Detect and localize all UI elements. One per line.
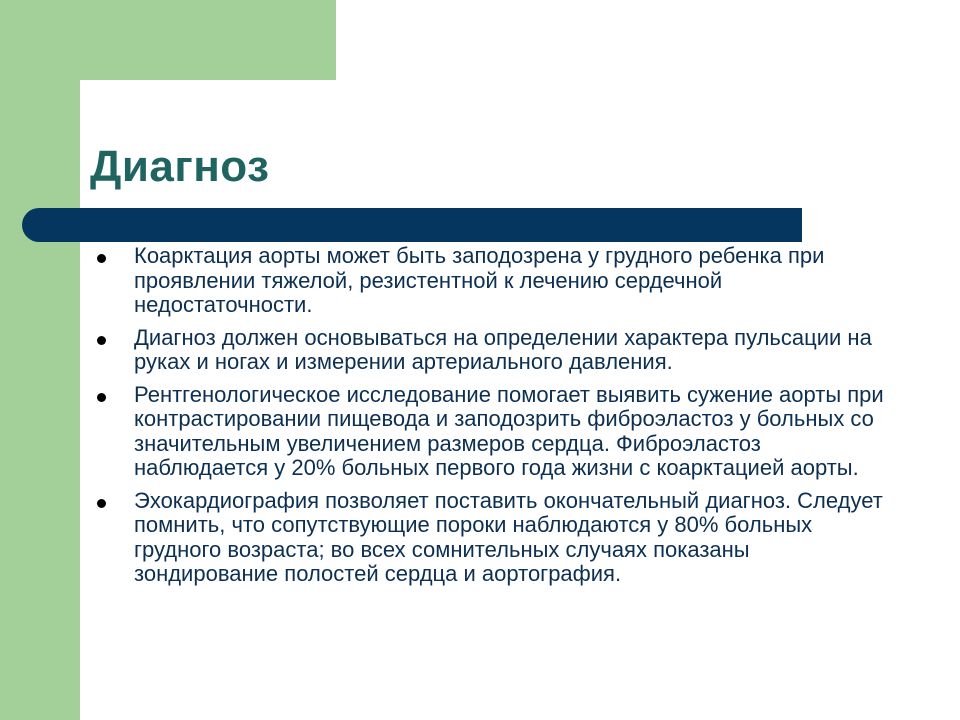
list-item [96,383,896,481]
bullet-dot-icon [97,393,106,402]
list-item [96,489,896,587]
bullet-dot-icon [97,254,106,263]
green-top-band [0,0,336,80]
green-side-band [0,0,80,720]
list-item [96,244,896,318]
title-underline-bar [22,208,802,242]
bullet-text: Рентгенологическое исследование помогает выявить сужение аорты при контрастировании пищевода и заподозрить фиброэластоз у больных со значительным увеличением размеров сердца. Фиброэластоз наблюдается у 20% больных первого года жизни с коарктацией аорты. [134,381,884,480]
list-item [96,326,896,375]
bullet-dot-icon [97,336,106,345]
slide-title: Диагноз [90,142,270,191]
bullet-text: Эхокардиография позволяет поставить окончательный диагноз. Следует помнить, что сопутствующие пороки наблюдаются у 80% больных грудного возраста; во всех сомнительных случаях показаны зондирование полостей сердца и аортография. [134,487,883,586]
bullet-text: Коарктация аорты может быть заподозрена у грудного ребенка при проявлении тяжелой, резистентной к лечению сердечной недостаточности. [134,243,825,317]
bullet-list [96,244,896,595]
bullet-dot-icon [97,499,106,508]
bullet-text: Диагноз должен основываться на определении характера пульсации на руках и ногах и измерении артериального давления. [134,324,872,374]
